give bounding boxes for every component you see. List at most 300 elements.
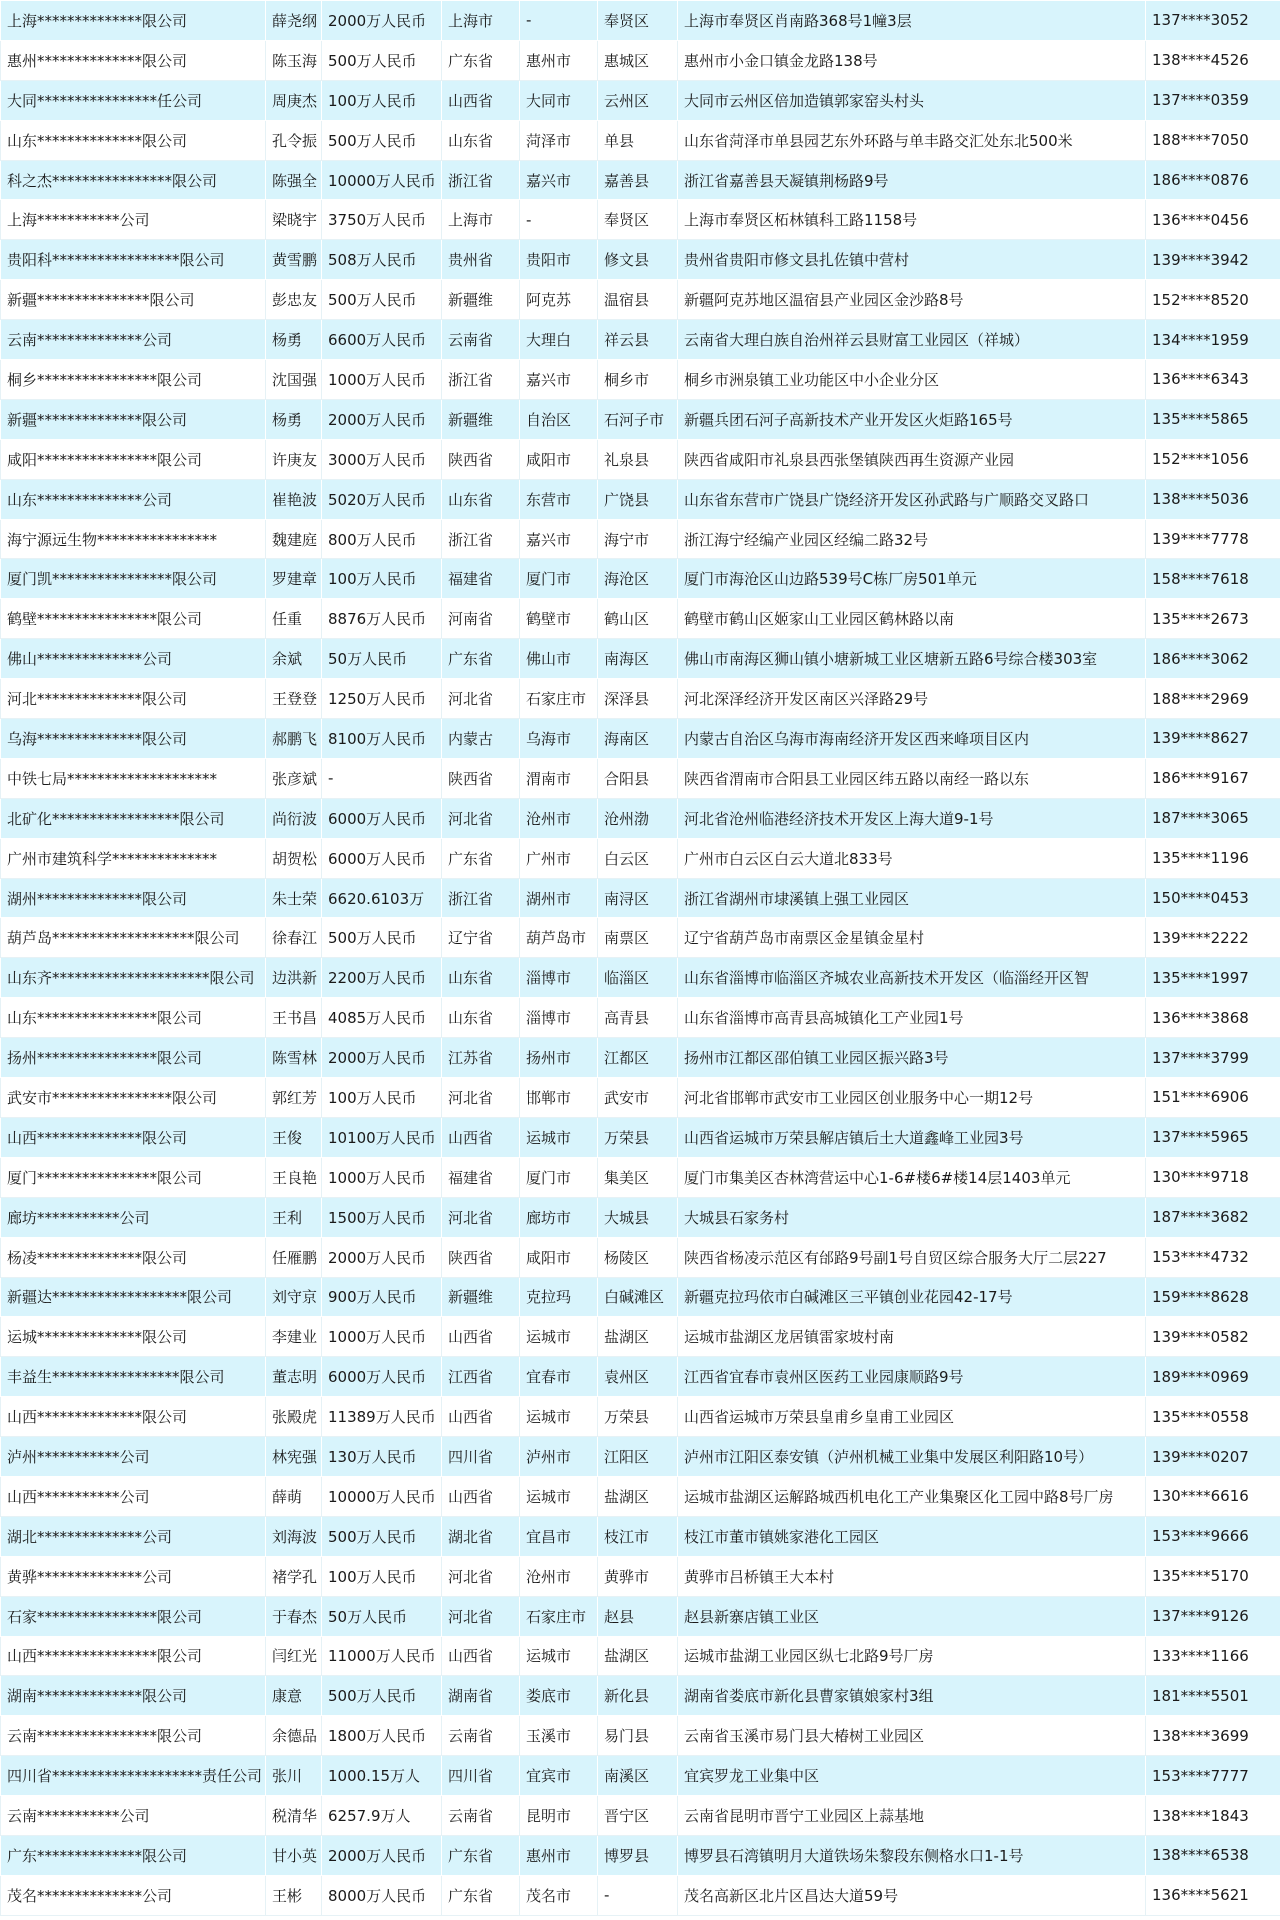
registered-capital-cell: 130万人民币 <box>322 1437 442 1477</box>
address-cell: 山西省运城市万荣县皇甫乡皇甫工业园区 <box>678 1397 1146 1437</box>
address-cell: 鹤壁市鹤山区姬家山工业园区鹤林路以南 <box>678 599 1146 639</box>
district-cell: 白云区 <box>598 838 678 878</box>
province-cell: 河北省 <box>442 1596 520 1636</box>
address-cell: 扬州市江都区邵伯镇工业园区振兴路3号 <box>678 1038 1146 1078</box>
address-cell: 黄骅市吕桥镇王大本村 <box>678 1556 1146 1596</box>
address-cell: 江西省宜春市袁州区医药工业园康顺路9号 <box>678 1357 1146 1397</box>
registered-capital-cell: 500万人民币 <box>322 1676 442 1716</box>
phone-cell: 135****5865 <box>1146 399 1280 439</box>
company-name-cell: 山西**************限公司 <box>1 1397 266 1437</box>
province-cell: 河南省 <box>442 599 520 639</box>
address-cell: 枝江市董市镇姚家港化工园区 <box>678 1516 1146 1556</box>
legal-rep-cell: 李建业 <box>266 1317 322 1357</box>
phone-cell: 138****4526 <box>1146 40 1280 80</box>
city-cell: 运城市 <box>520 1397 598 1437</box>
city-cell: 宜春市 <box>520 1357 598 1397</box>
address-cell: 辽宁省葫芦岛市南票区金星镇金星村 <box>678 918 1146 958</box>
company-name-cell: 丰益生*****************限公司 <box>1 1357 266 1397</box>
legal-rep-cell: 彭忠友 <box>266 280 322 320</box>
company-name-cell: 云南****************限公司 <box>1 1716 266 1756</box>
city-cell: 克拉玛 <box>520 1277 598 1317</box>
registered-capital-cell: 500万人民币 <box>322 918 442 958</box>
district-cell: 易门县 <box>598 1716 678 1756</box>
table-row <box>1 878 1280 918</box>
phone-cell: 139****2222 <box>1146 918 1280 958</box>
company-name-cell: 黄骅**************公司 <box>1 1556 266 1596</box>
table-row <box>1 1796 1280 1836</box>
table-row <box>1 1078 1280 1118</box>
province-cell: 浙江省 <box>442 519 520 559</box>
city-cell: 惠州市 <box>520 1835 598 1875</box>
city-cell: 东营市 <box>520 479 598 519</box>
province-cell: 云南省 <box>442 320 520 360</box>
province-cell: 河北省 <box>442 1197 520 1237</box>
registered-capital-cell: 11000万人民币 <box>322 1636 442 1676</box>
phone-cell: 139****0582 <box>1146 1317 1280 1357</box>
company-name-cell: 广东**************限公司 <box>1 1835 266 1875</box>
phone-cell: 137****9126 <box>1146 1596 1280 1636</box>
company-name-cell: 新疆达******************限公司 <box>1 1277 266 1317</box>
registered-capital-cell: 6257.9万人 <box>322 1796 442 1836</box>
phone-cell: 153****4732 <box>1146 1237 1280 1277</box>
table-row <box>1 1556 1280 1596</box>
province-cell: 四川省 <box>442 1437 520 1477</box>
registered-capital-cell: 2200万人民币 <box>322 958 442 998</box>
city-cell: 运城市 <box>520 1476 598 1516</box>
company-name-cell: 科之杰****************限公司 <box>1 160 266 200</box>
district-cell: 海沧区 <box>598 559 678 599</box>
district-cell: 白碱滩区 <box>598 1277 678 1317</box>
registered-capital-cell: 2000万人民币 <box>322 1835 442 1875</box>
province-cell: 湖北省 <box>442 1516 520 1556</box>
legal-rep-cell: 胡贺松 <box>266 838 322 878</box>
phone-cell: 130****6616 <box>1146 1476 1280 1516</box>
phone-cell: 138****3699 <box>1146 1716 1280 1756</box>
province-cell: 浙江省 <box>442 878 520 918</box>
registered-capital-cell: 10100万人民币 <box>322 1117 442 1157</box>
registered-capital-cell: 500万人民币 <box>322 120 442 160</box>
company-name-cell: 云南**************公司 <box>1 320 266 360</box>
address-cell: 贵州省贵阳市修文县扎佐镇中营村 <box>678 240 1146 280</box>
district-cell: 海宁市 <box>598 519 678 559</box>
phone-cell: 188****2969 <box>1146 679 1280 719</box>
company-name-cell: 运城**************限公司 <box>1 1317 266 1357</box>
address-cell: 陕西省咸阳市礼泉县西张堡镇陕西再生资源产业园 <box>678 439 1146 479</box>
address-cell: 云南省玉溪市易门县大椿树工业园区 <box>678 1716 1146 1756</box>
phone-cell: 189****0969 <box>1146 1357 1280 1397</box>
legal-rep-cell: 徐春江 <box>266 918 322 958</box>
registered-capital-cell: 4085万人民币 <box>322 998 442 1038</box>
table-row <box>1 519 1280 559</box>
table-row <box>1 40 1280 80</box>
company-name-cell: 廊坊***********公司 <box>1 1197 266 1237</box>
address-cell: 陕西省渭南市合阳县工业园区纬五路以南经一路以东 <box>678 758 1146 798</box>
address-cell: 新疆阿克苏地区温宿县产业园区金沙路8号 <box>678 280 1146 320</box>
address-cell: 宜宾罗龙工业集中区 <box>678 1756 1146 1796</box>
table-row <box>1 758 1280 798</box>
company-name-cell: 山东**************公司 <box>1 479 266 519</box>
address-cell: 运城市盐湖区龙居镇雷家坡村南 <box>678 1317 1146 1357</box>
legal-rep-cell: 张殿虎 <box>266 1397 322 1437</box>
company-name-cell: 厦门****************限公司 <box>1 1157 266 1197</box>
registered-capital-cell: 1000万人民币 <box>322 1157 442 1197</box>
legal-rep-cell: 杨勇 <box>266 399 322 439</box>
table-row <box>1 838 1280 878</box>
province-cell: 山东省 <box>442 120 520 160</box>
province-cell: 广东省 <box>442 40 520 80</box>
district-cell: 奉贤区 <box>598 1 678 41</box>
registered-capital-cell: 3750万人民币 <box>322 200 442 240</box>
phone-cell: 138****5036 <box>1146 479 1280 519</box>
province-cell: 山西省 <box>442 1636 520 1676</box>
table-row <box>1 1 1280 41</box>
phone-cell: 135****1997 <box>1146 958 1280 998</box>
table-row <box>1 1197 1280 1237</box>
legal-rep-cell: 陈玉海 <box>266 40 322 80</box>
province-cell: 福建省 <box>442 1157 520 1197</box>
province-cell: 广东省 <box>442 639 520 679</box>
phone-cell: 152****1056 <box>1146 439 1280 479</box>
phone-cell: 138****1843 <box>1146 1796 1280 1836</box>
table-row <box>1 479 1280 519</box>
province-cell: 山东省 <box>442 479 520 519</box>
table-row <box>1 1756 1280 1796</box>
phone-cell: 139****3942 <box>1146 240 1280 280</box>
address-cell: 上海市奉贤区肖南路368号1幢3层 <box>678 1 1146 41</box>
city-cell: 阿克苏 <box>520 280 598 320</box>
phone-cell: 139****0207 <box>1146 1437 1280 1477</box>
table-row <box>1 918 1280 958</box>
district-cell: 石河子市 <box>598 399 678 439</box>
legal-rep-cell: 王俊 <box>266 1117 322 1157</box>
registered-capital-cell: 8000万人民币 <box>322 1875 442 1915</box>
table-row <box>1 1875 1280 1915</box>
province-cell: 新疆维 <box>442 1277 520 1317</box>
phone-cell: 151****6906 <box>1146 1078 1280 1118</box>
province-cell: 陕西省 <box>442 1237 520 1277</box>
city-cell: 乌海市 <box>520 719 598 759</box>
city-cell: 佛山市 <box>520 639 598 679</box>
registered-capital-cell: 1000万人民币 <box>322 1317 442 1357</box>
city-cell: - <box>520 200 598 240</box>
district-cell: 袁州区 <box>598 1357 678 1397</box>
address-cell: 湖南省娄底市新化县曹家镇娘家村3组 <box>678 1676 1146 1716</box>
table-row <box>1 1437 1280 1477</box>
legal-rep-cell: 税清华 <box>266 1796 322 1836</box>
registered-capital-cell: 500万人民币 <box>322 1516 442 1556</box>
registered-capital-cell: 6000万人民币 <box>322 798 442 838</box>
address-cell: 浙江省嘉善县天凝镇荆杨路9号 <box>678 160 1146 200</box>
province-cell: 山西省 <box>442 1317 520 1357</box>
city-cell: 运城市 <box>520 1117 598 1157</box>
registered-capital-cell: 6620.6103万 <box>322 878 442 918</box>
district-cell: 温宿县 <box>598 280 678 320</box>
province-cell: 广东省 <box>442 1835 520 1875</box>
company-name-cell: 大同****************任公司 <box>1 80 266 120</box>
phone-cell: 186****0876 <box>1146 160 1280 200</box>
city-cell: 咸阳市 <box>520 1237 598 1277</box>
legal-rep-cell: 沈国强 <box>266 360 322 400</box>
province-cell: 江西省 <box>442 1357 520 1397</box>
company-name-cell: 新疆***************限公司 <box>1 280 266 320</box>
legal-rep-cell: 王良艳 <box>266 1157 322 1197</box>
district-cell: 鹤山区 <box>598 599 678 639</box>
registered-capital-cell: 1800万人民币 <box>322 1716 442 1756</box>
district-cell: 盐湖区 <box>598 1476 678 1516</box>
province-cell: 福建省 <box>442 559 520 599</box>
table-row <box>1 1157 1280 1197</box>
district-cell: 祥云县 <box>598 320 678 360</box>
table-row <box>1 280 1280 320</box>
table-row <box>1 798 1280 838</box>
phone-cell: 137****5965 <box>1146 1117 1280 1157</box>
legal-rep-cell: 许庚友 <box>266 439 322 479</box>
province-cell: 广东省 <box>442 1875 520 1915</box>
district-cell: 修文县 <box>598 240 678 280</box>
province-cell: 山东省 <box>442 998 520 1038</box>
address-cell: 浙江省湖州市埭溪镇上强工业园区 <box>678 878 1146 918</box>
district-cell: 万荣县 <box>598 1397 678 1437</box>
city-cell: 嘉兴市 <box>520 519 598 559</box>
address-cell: 陕西省杨凌示范区有邰路9号副1号自贸区综合服务大厅二层227 <box>678 1237 1146 1277</box>
address-cell: 山东省东营市广饶县广饶经济开发区孙武路与广顺路交叉路口 <box>678 479 1146 519</box>
company-name-cell: 上海***********公司 <box>1 200 266 240</box>
address-cell: 云南省昆明市晋宁工业园区上蒜基地 <box>678 1796 1146 1836</box>
legal-rep-cell: 任雁鹏 <box>266 1237 322 1277</box>
phone-cell: 130****9718 <box>1146 1157 1280 1197</box>
city-cell: 石家庄市 <box>520 679 598 719</box>
city-cell: 鹤壁市 <box>520 599 598 639</box>
province-cell: 辽宁省 <box>442 918 520 958</box>
legal-rep-cell: 边洪新 <box>266 958 322 998</box>
province-cell: 陕西省 <box>442 439 520 479</box>
district-cell: 礼泉县 <box>598 439 678 479</box>
company-name-cell: 山西***********公司 <box>1 1476 266 1516</box>
phone-cell: 139****7778 <box>1146 519 1280 559</box>
company-name-cell: 鹤壁****************限公司 <box>1 599 266 639</box>
phone-cell: 136****3868 <box>1146 998 1280 1038</box>
company-name-cell: 石家****************限公司 <box>1 1596 266 1636</box>
province-cell: 内蒙古 <box>442 719 520 759</box>
company-name-cell: 贵阳科*****************限公司 <box>1 240 266 280</box>
address-cell: 佛山市南海区狮山镇小塘新城工业区塘新五路6号综合楼303室 <box>678 639 1146 679</box>
city-cell: 玉溪市 <box>520 1716 598 1756</box>
legal-rep-cell: 于春杰 <box>266 1596 322 1636</box>
table-row <box>1 599 1280 639</box>
legal-rep-cell: 薛萌 <box>266 1476 322 1516</box>
company-name-cell: 湖州**************限公司 <box>1 878 266 918</box>
registered-capital-cell: 10000万人民币 <box>322 1476 442 1516</box>
district-cell: 盐湖区 <box>598 1636 678 1676</box>
city-cell: 昆明市 <box>520 1796 598 1836</box>
district-cell: 南海区 <box>598 639 678 679</box>
company-name-cell: 惠州**************限公司 <box>1 40 266 80</box>
district-cell: 奉贤区 <box>598 200 678 240</box>
city-cell: 贵阳市 <box>520 240 598 280</box>
address-cell: 泸州市江阳区泰安镇（泸州机械工业集中发展区利阳路10号） <box>678 1437 1146 1477</box>
table-body <box>1 1 1280 1916</box>
registered-capital-cell: 500万人民币 <box>322 40 442 80</box>
province-cell: 上海市 <box>442 1 520 41</box>
registered-capital-cell: 2000万人民币 <box>322 399 442 439</box>
province-cell: 山西省 <box>442 80 520 120</box>
company-name-cell: 扬州****************限公司 <box>1 1038 266 1078</box>
registered-capital-cell: 8100万人民币 <box>322 719 442 759</box>
table-row <box>1 639 1280 679</box>
registered-capital-cell: 11389万人民币 <box>322 1397 442 1437</box>
table-row <box>1 80 1280 120</box>
city-cell: 厦门市 <box>520 559 598 599</box>
legal-rep-cell: 张川 <box>266 1756 322 1796</box>
address-cell: 云南省大理白族自治州祥云县财富工业园区（祥城） <box>678 320 1146 360</box>
phone-cell: 133****1166 <box>1146 1636 1280 1676</box>
city-cell: 运城市 <box>520 1317 598 1357</box>
district-cell: 广饶县 <box>598 479 678 519</box>
district-cell: 惠城区 <box>598 40 678 80</box>
company-name-cell: 山西**************限公司 <box>1 1117 266 1157</box>
company-name-cell: 葫芦岛*******************限公司 <box>1 918 266 958</box>
district-cell: 枝江市 <box>598 1516 678 1556</box>
table-row <box>1 160 1280 200</box>
legal-rep-cell: 董志明 <box>266 1357 322 1397</box>
table-row <box>1 439 1280 479</box>
registered-capital-cell: 500万人民币 <box>322 280 442 320</box>
city-cell: 沧州市 <box>520 1556 598 1596</box>
phone-cell: 135****1196 <box>1146 838 1280 878</box>
district-cell: 云州区 <box>598 80 678 120</box>
table-row <box>1 1277 1280 1317</box>
phone-cell: 159****8628 <box>1146 1277 1280 1317</box>
legal-rep-cell: 朱士荣 <box>266 878 322 918</box>
city-cell: 运城市 <box>520 1636 598 1676</box>
phone-cell: 150****0453 <box>1146 878 1280 918</box>
table-row <box>1 1397 1280 1437</box>
address-cell: 河北省沧州临港经济技术开发区上海大道9-1号 <box>678 798 1146 838</box>
city-cell: 泸州市 <box>520 1437 598 1477</box>
company-name-cell: 桐乡****************限公司 <box>1 360 266 400</box>
province-cell: 四川省 <box>442 1756 520 1796</box>
company-name-cell: 茂名**************公司 <box>1 1875 266 1915</box>
registered-capital-cell: 10000万人民币 <box>322 160 442 200</box>
province-cell: 山西省 <box>442 1476 520 1516</box>
legal-rep-cell: 杨勇 <box>266 320 322 360</box>
district-cell: 高青县 <box>598 998 678 1038</box>
table-row <box>1 320 1280 360</box>
district-cell: 赵县 <box>598 1596 678 1636</box>
phone-cell: 186****3062 <box>1146 639 1280 679</box>
district-cell: 晋宁区 <box>598 1796 678 1836</box>
address-cell: 赵县新寨店镇工业区 <box>678 1596 1146 1636</box>
district-cell: 南票区 <box>598 918 678 958</box>
company-name-cell: 海宁源远生物**************** <box>1 519 266 559</box>
address-cell: 山东省菏泽市单县园艺东外环路与单丰路交汇处东北500米 <box>678 120 1146 160</box>
phone-cell: 139****8627 <box>1146 719 1280 759</box>
legal-rep-cell: 闫红光 <box>266 1636 322 1676</box>
registered-capital-cell: 1000.15万人 <box>322 1756 442 1796</box>
province-cell: 广东省 <box>442 838 520 878</box>
address-cell: 河北深泽经济开发区南区兴泽路29号 <box>678 679 1146 719</box>
phone-cell: 137****3052 <box>1146 1 1280 41</box>
legal-rep-cell: 王彬 <box>266 1875 322 1915</box>
legal-rep-cell: 郭红芳 <box>266 1078 322 1118</box>
legal-rep-cell: 薛尧纲 <box>266 1 322 41</box>
city-cell: 湖州市 <box>520 878 598 918</box>
company-name-cell: 河北**************限公司 <box>1 679 266 719</box>
legal-rep-cell: 罗建章 <box>266 559 322 599</box>
table-row <box>1 1117 1280 1157</box>
district-cell: 江阳区 <box>598 1437 678 1477</box>
address-cell: 上海市奉贤区柘林镇科工路1158号 <box>678 200 1146 240</box>
phone-cell: 153****9666 <box>1146 1516 1280 1556</box>
province-cell: 湖南省 <box>442 1676 520 1716</box>
table-row <box>1 240 1280 280</box>
city-cell: 廊坊市 <box>520 1197 598 1237</box>
registered-capital-cell: 508万人民币 <box>322 240 442 280</box>
city-cell: 厦门市 <box>520 1157 598 1197</box>
phone-cell: 136****6343 <box>1146 360 1280 400</box>
registered-capital-cell: 6000万人民币 <box>322 1357 442 1397</box>
company-name-cell: 湖北**************公司 <box>1 1516 266 1556</box>
province-cell: 河北省 <box>442 1078 520 1118</box>
registered-capital-cell: - <box>322 758 442 798</box>
table-row <box>1 1676 1280 1716</box>
company-name-cell: 云南***********公司 <box>1 1796 266 1836</box>
company-name-cell: 北矿化*****************限公司 <box>1 798 266 838</box>
registered-capital-cell: 6000万人民币 <box>322 838 442 878</box>
company-name-cell: 新疆**************限公司 <box>1 399 266 439</box>
registered-capital-cell: 100万人民币 <box>322 1556 442 1596</box>
table-row <box>1 1716 1280 1756</box>
phone-cell: 137****0359 <box>1146 80 1280 120</box>
registered-capital-cell: 800万人民币 <box>322 519 442 559</box>
province-cell: 浙江省 <box>442 160 520 200</box>
province-cell: 浙江省 <box>442 360 520 400</box>
table-row <box>1 998 1280 1038</box>
address-cell: 茂名高新区北片区昌达大道59号 <box>678 1875 1146 1915</box>
company-name-cell: 山西****************限公司 <box>1 1636 266 1676</box>
registered-capital-cell: 5020万人民币 <box>322 479 442 519</box>
company-name-cell: 上海**************限公司 <box>1 1 266 41</box>
company-name-cell: 山东**************限公司 <box>1 120 266 160</box>
district-cell: 临淄区 <box>598 958 678 998</box>
phone-cell: 136****0456 <box>1146 200 1280 240</box>
phone-cell: 153****7777 <box>1146 1756 1280 1796</box>
legal-rep-cell: 陈强全 <box>266 160 322 200</box>
city-cell: 菏泽市 <box>520 120 598 160</box>
address-cell: 大城县石家务村 <box>678 1197 1146 1237</box>
address-cell: 广州市白云区白云大道北833号 <box>678 838 1146 878</box>
phone-cell: 152****8520 <box>1146 280 1280 320</box>
district-cell: 黄骅市 <box>598 1556 678 1596</box>
company-name-cell: 杨凌**************限公司 <box>1 1237 266 1277</box>
registered-capital-cell: 1250万人民币 <box>322 679 442 719</box>
province-cell: 云南省 <box>442 1796 520 1836</box>
table-row <box>1 399 1280 439</box>
city-cell: 沧州市 <box>520 798 598 838</box>
city-cell: 茂名市 <box>520 1875 598 1915</box>
district-cell: 博罗县 <box>598 1835 678 1875</box>
registered-capital-cell: 100万人民币 <box>322 559 442 599</box>
table-row <box>1 1357 1280 1397</box>
city-cell: 淄博市 <box>520 958 598 998</box>
district-cell: 武安市 <box>598 1078 678 1118</box>
district-cell: 合阳县 <box>598 758 678 798</box>
phone-cell: 187****3682 <box>1146 1197 1280 1237</box>
province-cell: 山东省 <box>442 958 520 998</box>
table-row <box>1 1038 1280 1078</box>
registered-capital-cell: 900万人民币 <box>322 1277 442 1317</box>
district-cell: 杨陵区 <box>598 1237 678 1277</box>
